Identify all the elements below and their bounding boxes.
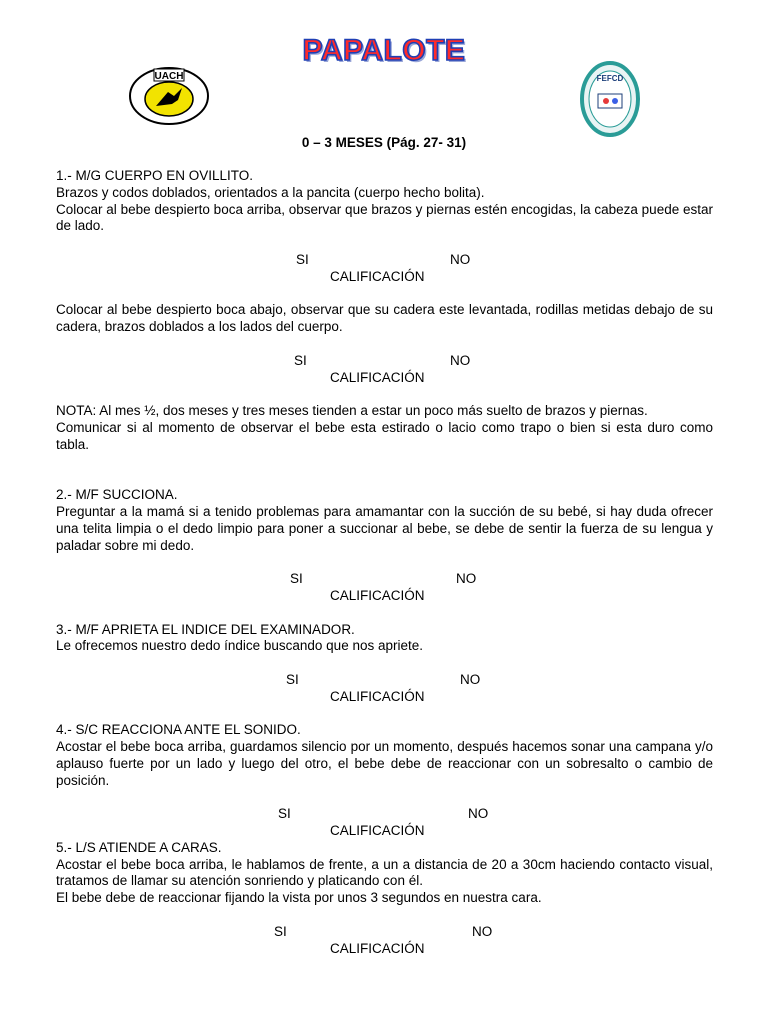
note-text: NOTA: Al mes ½, dos meses y tres meses tienden a estar un poco más suelto de brazos y piernas.	[56, 403, 648, 419]
item-text: Acostar el bebe boca arriba, guardamos silencio por un momento, después hacemos sonar una campana y/o aplauso fuerte por un lado y luego del otro, el bebe debe de reaccionar con un sobresalto o cambio de posición.	[56, 739, 713, 788]
item-text: Colocar al bebe despierto boca arriba, observar que brazos y piernas estén encogidas, la cabeza puede estar de lado.	[56, 201, 713, 234]
si-label: SI	[274, 923, 287, 939]
item-heading: 1.- M/G CUERPO EN OVILLITO.	[56, 168, 254, 183]
si-no-row	[56, 672, 713, 689]
calificacion-label: CALIFICACIÓN	[330, 940, 425, 956]
calificacion-label: CALIFICACIÓN	[330, 688, 425, 704]
calificacion-label: CALIFICACIÓN	[330, 369, 425, 385]
uach-logo	[128, 66, 210, 126]
document-body	[56, 168, 713, 957]
si-label: SI	[290, 571, 303, 587]
fefcd-logo	[579, 60, 641, 138]
item-text: Le ofrecemos nuestro dedo índice buscando que nos apriete.	[56, 638, 423, 654]
item-text: Preguntar a la mamá si a tenido problemas para amamantar con la succión de su bebé, si hay duda ofrecer una telita limpia o el dedo limpio para poner a succionar al bebe, se debe de sentir la fuerza de su lengua y paladar sobre mi dedo.	[56, 503, 713, 553]
fefcd-logo-text: FEFCD	[596, 74, 624, 83]
si-label: SI	[294, 352, 307, 368]
si-no-row	[56, 252, 713, 269]
item-text: El bebe debe de reaccionar fijando la vista por unos 3 segundos en nuestra cara.	[56, 890, 542, 906]
item-heading: 2.- M/F SUCCIONA.	[56, 487, 178, 503]
si-label: SI	[286, 671, 299, 687]
no-label: NO	[450, 352, 471, 368]
calificacion-label: CALIFICACIÓN	[330, 268, 425, 284]
no-label: NO	[450, 251, 471, 267]
note-text: Comunicar si al momento de observar el bebe esta estirado o lacio como trapo o bien si esta duro como tabla.	[56, 419, 713, 452]
si-no-row	[56, 806, 713, 823]
si-label: SI	[296, 251, 309, 267]
calificacion-label: CALIFICACIÓN	[330, 587, 425, 603]
item-text: Brazos y codos doblados, orientados a la pancita (cuerpo hecho bolita).	[56, 184, 485, 200]
no-label: NO	[456, 571, 477, 587]
no-label: NO	[460, 671, 481, 687]
no-label: NO	[472, 923, 493, 939]
uach-logo-text: UACH	[154, 71, 184, 82]
item-heading: 4.- S/C REACCIONA ANTE EL SONIDO.	[56, 722, 301, 738]
si-no-row	[56, 571, 713, 588]
item-heading: 5.- L/S ATIENDE A CARAS.	[56, 839, 222, 855]
si-no-row	[56, 353, 713, 370]
document-title: PAPALOTE	[302, 34, 466, 67]
item-text: Colocar al bebe despierto boca abajo, observar que su cadera este levantada, rodillas metidas debajo de su cadera, brazos doblados a los lados del cuerpo.	[56, 302, 713, 335]
si-no-row	[56, 924, 713, 941]
section-subtitle: 0 – 3 MESES (Pág. 27- 31)	[301, 135, 467, 150]
calificacion-label: CALIFICACIÓN	[330, 823, 425, 839]
item-text: Acostar el bebe boca arriba, le hablamos de frente, a un a distancia de 20 a 30cm haciendo contacto visual, tratamos de llamar su atención sonriendo y platicando con él.	[56, 856, 713, 889]
item-heading: 3.- M/F APRIETA EL INDICE DEL EXAMINADOR.	[56, 621, 355, 637]
si-label: SI	[278, 806, 291, 822]
no-label: NO	[468, 806, 489, 822]
